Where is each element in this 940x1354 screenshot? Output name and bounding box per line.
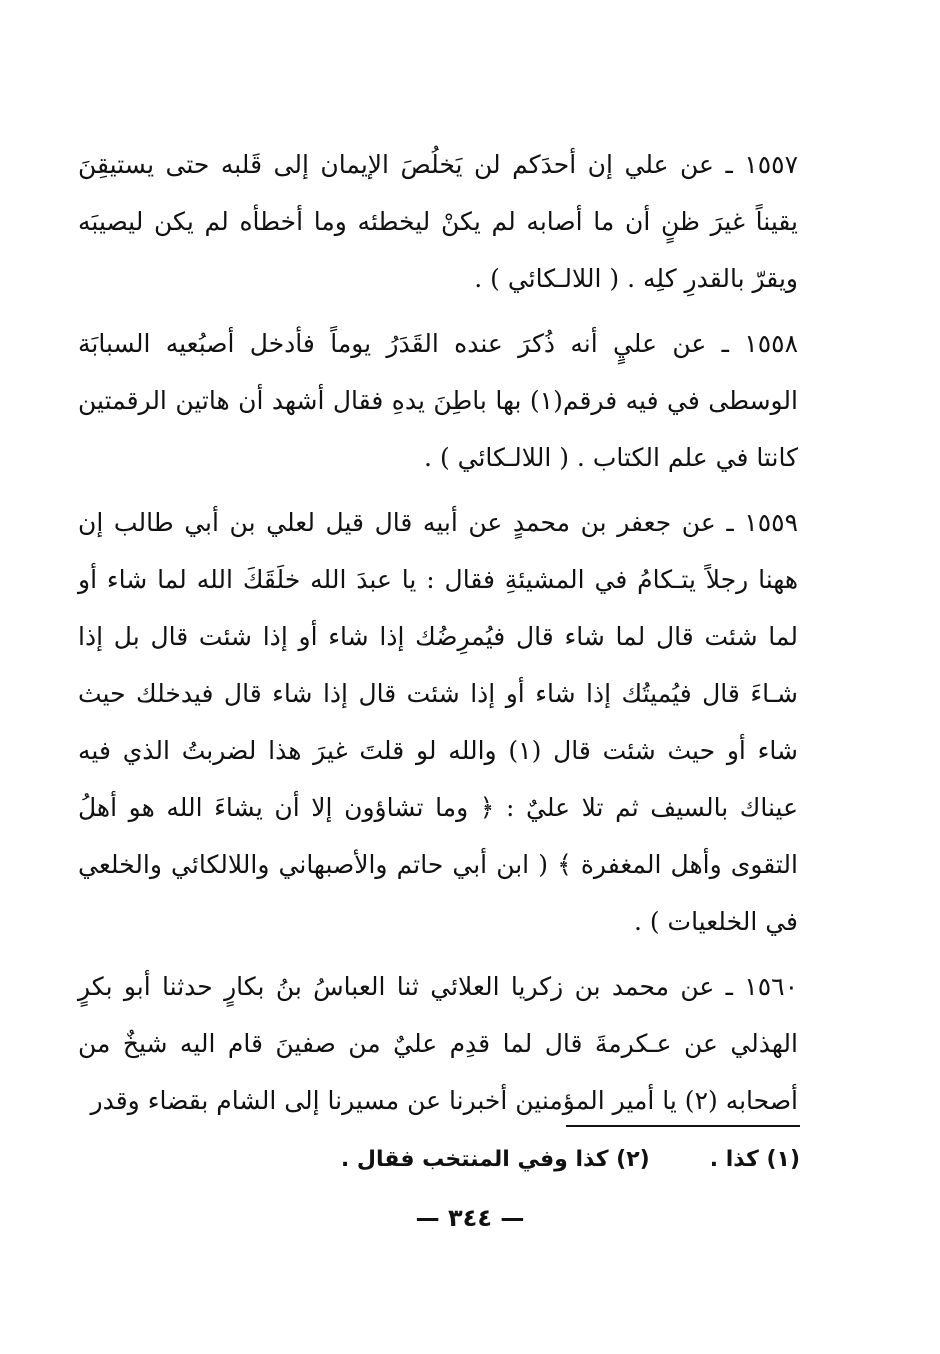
footnote-1: (١) كذا . xyxy=(709,1147,800,1172)
hadith-1557: ١٥٥٧ ـ عن علي إن أحدَكم لن يَخلُصَ الإيمان إلى قَلبه حتى يستيقِنَ يقيناً غيرَ ظنٍ أن ما أصابه لم يكنْ ليخطئه وما أخطأه لم يكن ليصيبَه ويقرّ بالقدرِ كلِه . ( اللالـكائي ) . xyxy=(78,150,798,293)
paragraph-gap xyxy=(78,950,798,958)
hadith-1558: ١٥٥٨ ـ عن عليٍ أنه ذُكرَ عنده القَدَرُ يوماً فأدخل أصبُعيه السبابَة الوسطى في فيه فرقم(١) بها باطِنَ يدهِ فقال أشهد أن هاتين الرقمتين كانتا في علم الكتاب . ( اللالـكائي ) . xyxy=(78,329,798,472)
paragraph-gap xyxy=(78,486,798,494)
paragraph-gap xyxy=(78,307,798,315)
main-text xyxy=(78,136,798,1129)
hadith-1559: ١٥٥٩ ـ عن جعفر بن محمدٍ عن أبيه قال قيل لعلي بن أبي طالب إن ههنا رجلاً يتـكامُ في المشيئةِ فقال : يا عبدَ الله خلَقَكَ الله لما شاء أو لما شئت قال لما شاء قال فيُمرِضُك إذا شاء أو إذا شئت قال بل إذا شـاءَ قال فيُميتُك إذا شاء أو إذا شئت قال إذا شاء قال فيدخلك حيث شاء أو حيث شئت قال (١) والله لو قلتَ غيرَ هذا لضربتُ الذي فيه عيناك بالسيف ثم تلا عليٌ : ﴿ وما تشاؤون إلا أن يشاءَ الله هو أهلُ التقوى وأهل المغفرة ﴾ ( ابن أبي حاتم والأصبهاني واللالكائي والخلعي في الخلعيات ) . xyxy=(78,508,798,936)
hadith-1560: ١٥٦٠ ـ عن محمد بن زكريا العلائي ثنا العباسُ بنُ بكارٍ حدثنا أبو بكرٍ الهذلي عن عـكرمةَ قال لما قدِم عليٌ من صفينَ قام اليه شيخٌ من أصحابه (٢) يا أمير المؤمنين أخبرنا عن مسيرنا إلى الشام بقضاء وقدر xyxy=(78,972,798,1115)
page-number: — ٣٤٤ — xyxy=(415,1204,525,1232)
footnotes xyxy=(300,1142,800,1178)
footnote-2: (٢) كذا وفي المنتخب فقال . xyxy=(340,1147,650,1172)
footnote-divider xyxy=(566,1125,800,1127)
